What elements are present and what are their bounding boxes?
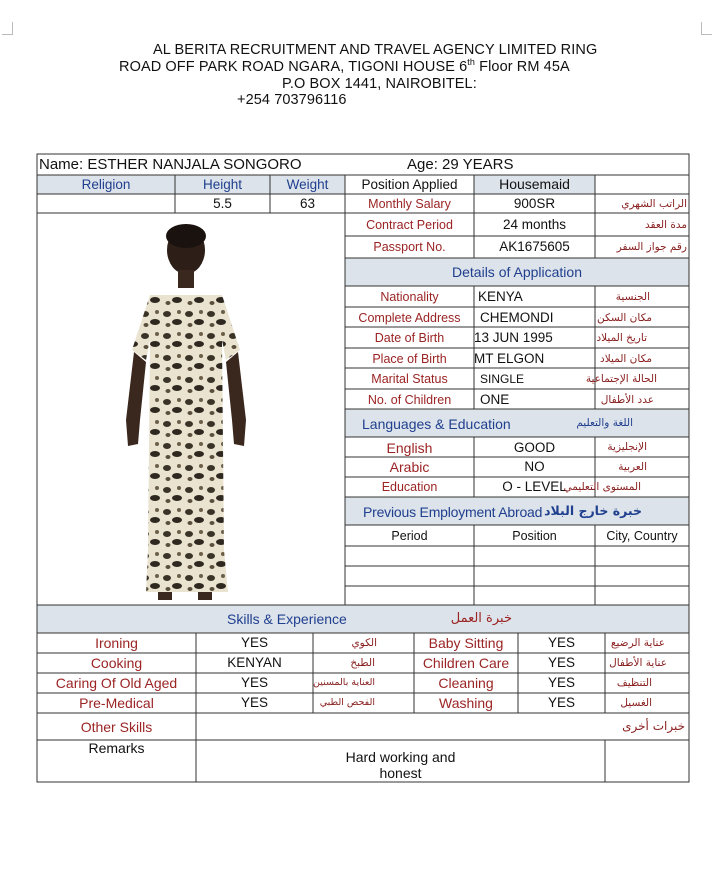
children-label: No. of Children <box>367 393 452 407</box>
employment-header-period: Period <box>391 529 428 543</box>
salary-value: 900SR <box>513 196 556 211</box>
skill-cleaning-label: Cleaning <box>438 675 494 691</box>
remarks-label: Remarks <box>88 740 145 756</box>
dob-label: Date of Birth <box>374 331 445 345</box>
skill-cleaning-arabic: التنظيف <box>616 677 652 689</box>
skill-washing-value: YES <box>547 695 575 710</box>
details-title: Details of Application <box>452 264 582 280</box>
height-value: 5.5 <box>213 196 232 211</box>
skill-childrencare-value: YES <box>547 655 575 670</box>
address-arabic: مكان السكن <box>597 312 652 324</box>
skill-babysitting-value: YES <box>547 635 575 650</box>
skill-babysitting-label: Baby Sitting <box>428 635 504 651</box>
employment-title-arabic: خبرة خارج البلاد <box>544 503 642 518</box>
skill-premedical-arabic: الفحص الطبي <box>319 697 375 708</box>
marital-value: SINGLE <box>480 372 525 386</box>
passport-value: AK1675605 <box>499 239 570 254</box>
skill-cooking-label: Cooking <box>90 655 143 671</box>
agency-address-line2: ROAD OFF PARK ROAD NGARA, TIGONI HOUSE 6th Floor RM 45A <box>119 57 570 75</box>
passport-label: Passport No. <box>373 240 446 254</box>
remarks-line2: honest <box>379 765 422 781</box>
contract-label: Contract Period <box>366 218 453 232</box>
skill-childrencare-arabic: عناية الأطفال <box>609 657 667 669</box>
crop-mark-top-left <box>2 22 13 35</box>
skill-washing-label: Washing <box>439 695 493 711</box>
languages-title-arabic: اللغة والتعليم <box>576 417 633 429</box>
education-value: O - LEVEL <box>502 479 567 494</box>
salary-arabic: الراتب الشهري <box>621 198 687 210</box>
remarks-line1: Hard working and <box>345 749 456 765</box>
other-skills-label: Other Skills <box>80 719 153 735</box>
agency-pobox-line3: P.O BOX 1441, NAIROBITEL: <box>282 76 477 92</box>
position-applied-label: Position Applied <box>361 177 458 192</box>
english-value: GOOD <box>513 440 556 455</box>
skill-ironing-value: YES <box>240 635 268 650</box>
candidate-name: Name: ESTHER NANJALA SONGORO <box>39 156 302 173</box>
marital-label: Marital Status <box>371 372 448 386</box>
skill-cooking-value: KENYAN <box>227 655 282 670</box>
nationality-value: KENYA <box>478 289 523 304</box>
skills-title-arabic: خبرة العمل <box>450 611 512 626</box>
address-value: CHEMONDI <box>480 310 554 325</box>
skill-ironing-arabic: الكوي <box>351 637 377 649</box>
arabic-label: Arabic <box>389 459 430 475</box>
contract-value: 24 months <box>502 217 567 232</box>
other-skills-arabic: خبرات أخرى <box>622 719 685 733</box>
skill-childrencare-label: Children Care <box>422 655 510 671</box>
skill-premedical-label: Pre-Medical <box>79 695 154 711</box>
employment-title: Previous Employment Abroad <box>363 504 543 520</box>
skill-washing-arabic: الغسيل <box>620 697 652 709</box>
skill-caring-arabic: العناية بالمسنين <box>312 677 375 688</box>
employment-header-position: Position <box>512 529 557 543</box>
salary-label: Monthly Salary <box>368 197 451 211</box>
dob-value: 13 JUN 1995 <box>474 330 553 345</box>
pob-arabic: مكان الميلاد <box>600 353 652 365</box>
address-label: Complete Address <box>358 311 461 325</box>
religion-header: Religion <box>81 177 131 192</box>
children-value: ONE <box>480 392 510 407</box>
skill-babysitting-arabic: عناية الرضيع <box>610 637 665 649</box>
nationality-arabic: الجنسية <box>615 291 650 303</box>
skills-title-fill <box>37 605 689 633</box>
skill-ironing-label: Ironing <box>95 635 138 651</box>
children-arabic: عدد الأطفال <box>600 394 654 406</box>
position-applied-value: Housemaid <box>499 176 570 192</box>
employment-header-city: City, Country <box>606 529 678 543</box>
arabic-arabic: العربية <box>618 461 647 473</box>
passport-arabic: رقم جواز السفر <box>616 241 687 253</box>
pob-label: Place of Birth <box>372 352 447 366</box>
skill-premedical-value: YES <box>240 695 268 710</box>
skill-cleaning-value: YES <box>547 675 575 690</box>
crop-mark-top-right <box>701 22 712 35</box>
weight-value: 63 <box>299 196 316 211</box>
arabic-value: NO <box>524 459 545 474</box>
education-label: Education <box>381 480 438 494</box>
weight-header: Weight <box>286 177 329 192</box>
skill-caring-label: Caring Of Old Aged <box>55 675 178 691</box>
pob-value: MT ELGON <box>474 351 545 366</box>
skills-title: Skills & Experience <box>227 611 347 627</box>
agency-phone-line4: +254 703796116 <box>237 92 347 108</box>
marital-arabic: الحالة الإجتماعية <box>585 373 657 385</box>
english-arabic: الإنجليزية <box>607 441 647 453</box>
nationality-label: Nationality <box>380 290 439 304</box>
languages-title: Languages & Education <box>362 416 511 432</box>
height-header: Height <box>202 177 243 192</box>
contract-arabic: مدة العقد <box>645 219 687 231</box>
agency-name-line1: AL BERITA RECRUITMENT AND TRAVEL AGENCY LIMITED RING <box>153 42 598 58</box>
candidate-age: Age: 29 YEARS <box>407 156 514 173</box>
candidate-photo <box>118 220 254 605</box>
education-arabic: المستوى التعليمي <box>563 481 641 493</box>
skill-cooking-arabic: الطبخ <box>350 657 375 669</box>
dob-arabic: تاريخ الميلاد <box>596 332 647 344</box>
skill-caring-value: YES <box>240 675 268 690</box>
english-label: English <box>386 440 433 456</box>
